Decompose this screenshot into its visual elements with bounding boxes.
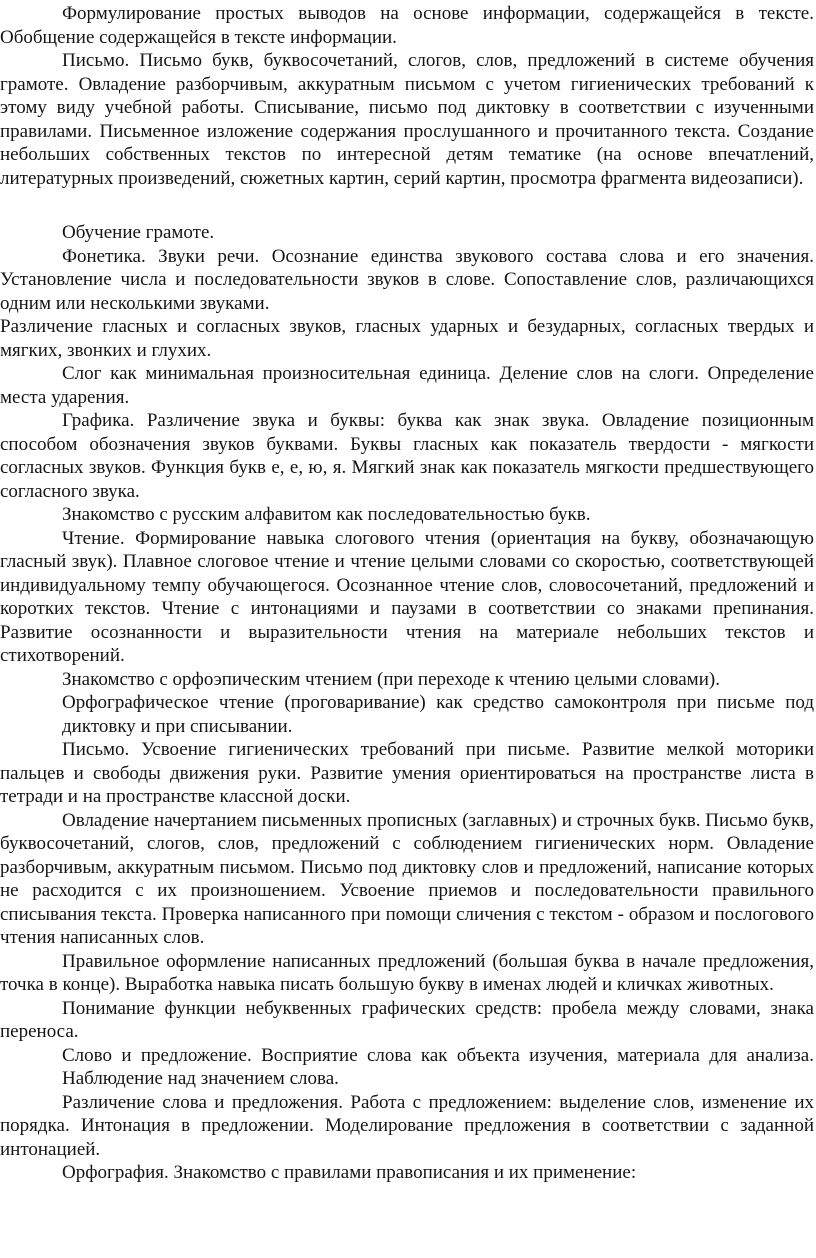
paragraph-sentence-work: Различение слова и предложения. Работа с предложением: выделение слов, изменение их порядка. Интонация в предложении. Моделирование предложения в соответствии с заданной интонацией. (0, 1091, 814, 1160)
paragraph-letter-forms: Овладение начертанием письменных прописных (заглавных) и строчных букв. Письмо букв, буквосочетаний, слогов, слов, предложений с соблюдением гигиенических норм. Овладение разборчивым, аккуратным письмом. Письмо под диктовку слов и предложений, написание которых не расходится с их произношением. Усвоение приемов и последовательности правильного списывания текста. Проверка написанного при помощи сличения с текстом - образом и послогового чтения написанных слов. (0, 809, 814, 948)
paragraph-hygiene-writing: Письмо. Усвоение гигиенических требований при письме. Развитие мелкой моторики пальцев и свободы движения руки. Развитие умения ориентироваться на пространстве листа в тетради и на пространстве классной доски. (0, 739, 814, 807)
paragraph-sentence-formatting: Правильное оформление написанных предложений (большая буква в начале предложения, точка в конце). Выработка навыка писать большую букву в именах людей и кличках животных. (0, 950, 814, 995)
paragraph-orthoepic-reading: Знакомство с орфоэпическим чтением (при переходе к чтению целыми словами). (62, 668, 720, 690)
paragraph-writing: Письмо. Письмо букв, буквосочетаний, слогов, слов, предложений в системе обучения грамоте. Овладение разборчивым, аккуратным письмом с учетом гигиенических требований к этому виду учебной работы. Списывание, письмо под диктовку в соответствии с изученными правилами. Письменное изложение содержания прослушанного и прочитанного текста. Создание небольших собственных текстов по интересной детям тематике (на основе впечатлений, литературных произведений, сюжетных картин, серий картин, просмотра фрагмента видеозаписи). (0, 50, 814, 189)
paragraph-spacer (0, 190, 814, 221)
paragraph-orthography: Орфография. Знакомство с правилами правописания и их применение: (62, 1162, 637, 1183)
paragraph-vowels-consonants: Различение гласных и согласных звуков, гласных ударных и безударных, согласных твердых и мягких, звонких и глухих. (0, 316, 814, 361)
paragraph-conclusions: Формулирование простых выводов на основе информации, содержащейся в тексте. Обобщение содержащейся в тексте информации. (0, 3, 814, 48)
paragraph-syllable: Слог как минимальная произносительная единица. Деление слов на слоги. Определение места ударения. (0, 363, 814, 408)
paragraph-graphics: Графика. Различение звука и буквы: буква как знак звука. Овладение позиционным способом обозначения звуков буквами. Буквы гласных как показатель твердости - мягкости согласных звуков. Функция букв е, е, ю, я. Мягкий знак как показатель мягкости предшествующего согласного звука. (0, 410, 814, 502)
paragraph-phonetics: Фонетика. Звуки речи. Осознание единства звукового состава слова и его значения. Установление числа и последовательности звуков в слове. Сопоставление слов, различающихся одним или несколькими звуками. (0, 245, 814, 314)
paragraph-reading: Чтение. Формирование навыка слогового чтения (ориентация на букву, обозначающую гласный звук). Плавное слоговое чтение и чтение целыми словами со скоростью, соответствующей индивидуальному темпу обучающегося. Осознанное чтение слов, словосочетаний, предложений и коротких текстов. Чтение с интонациями и паузами в соответствии со знаками препинания. Развитие осознанности и выразительности чтения на материале небольших текстов и стихотворений. (0, 527, 814, 666)
paragraph-nonletter-graphics: Понимание функции небуквенных графических средств: пробела между словами, знака переноса. (0, 997, 814, 1042)
paragraph-alphabet: Знакомство с русским алфавитом как последовательностью букв. (62, 504, 591, 525)
paragraph-orthographic-reading: Орфографическое чтение (проговаривание) как средство самоконтроля при письме под диктовку и при списывании. (62, 692, 814, 737)
paragraph-word-sentence: Слово и предложение. Восприятие слова как объекта изучения, материала для анализа. Наблюдение над значением слова. (62, 1044, 814, 1089)
section-heading-literacy: Обучение грамоте. (62, 222, 215, 243)
